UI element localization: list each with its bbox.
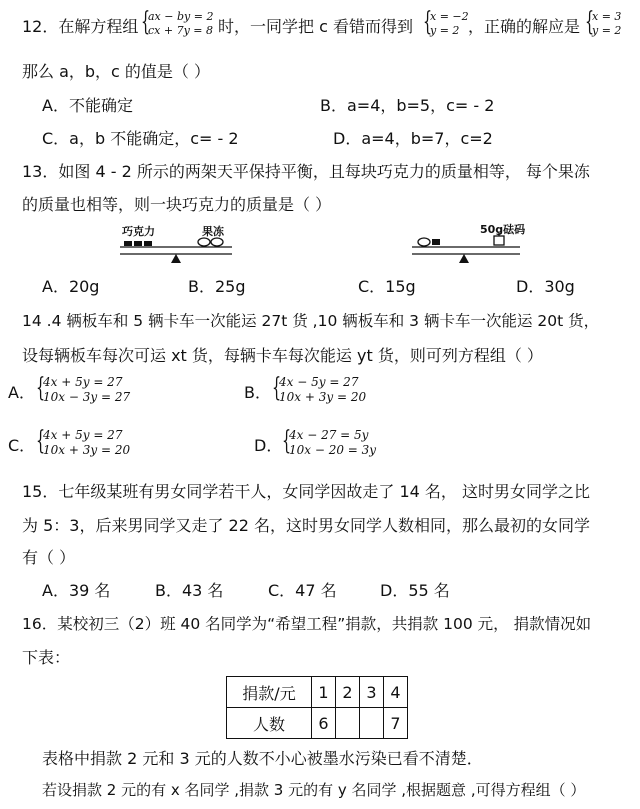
q14-option-c-system: { 4x + 5y = 27 10x + 3y = 20 [36, 426, 131, 457]
table-cell: 7 [384, 708, 408, 739]
table-cell: 人数 [227, 708, 312, 739]
q13-option-a: A．20g [42, 277, 100, 296]
q13-line-2: 的质量也相等，则一块巧克力的质量是（ ） [22, 195, 332, 214]
balance-right-drawing [398, 220, 538, 270]
q12-system-2-eq2: y = 2 [430, 24, 460, 37]
q14-option-b-system: { 4x − 5y = 27 10x + 3y = 20 [272, 373, 367, 404]
q14-line-2: 设每辆板车每次可运 xt 货，每辆卡车每次能运 yt 货，则可列方程组（ ） [22, 346, 543, 365]
q15-line-3: 有（ ） [22, 548, 76, 567]
table-row [227, 708, 408, 739]
q12-option-a: A．不能确定 [42, 96, 133, 115]
q12-option-d: D．a=4，b=7，c=2 [333, 129, 493, 148]
q13-option-c: C．15g [358, 277, 416, 296]
q14-option-c-eq2: 10x + 3y = 20 [43, 443, 131, 457]
balance-figure-right [398, 220, 538, 270]
q15-option-a: A．39 名 [42, 581, 111, 600]
q16-line-3: 表格中捐款 2 元和 3 元的人数不小心被墨水污染已看不清楚． [42, 749, 483, 768]
q14-option-d-eq2: 10x − 20 = 3y [289, 443, 377, 457]
q12-system-3-eq1: x = 3 [592, 10, 622, 23]
table-cell: 3 [360, 677, 384, 708]
q12-system-1: { ax − by = 2 cx + 7y = 8 [141, 7, 214, 37]
q15-line-2: 为 5：3，后来男同学又走了 22 名，这时男女同学人数相同，那么最初的女同学 [22, 516, 590, 535]
chocolate-label: 巧克力 [122, 225, 155, 238]
q14-option-d-system: { 4x − 27 = 5y 10x − 20 = 3y [282, 426, 377, 457]
table-cell: 捐款/元 [227, 677, 312, 708]
balance-left-drawing [112, 220, 252, 270]
q14-option-a-system: { 4x + 5y = 27 10x − 3y = 27 [36, 373, 131, 404]
table-row [227, 677, 408, 708]
q14-option-c-label: C． [8, 436, 36, 455]
q14-option-b-label: B． [244, 383, 271, 402]
q15-line-1: 15．七年级某班有男女同学若干人，女同学因故走了 14 名， 这时男女同学之比 [22, 482, 590, 501]
q13-option-d: D．30g [516, 277, 575, 296]
q15-option-b: B．43 名 [155, 581, 224, 600]
q12-stem-c: ，正确的解应是 [468, 17, 581, 36]
q14-option-a-label: A． [8, 383, 35, 402]
q16-line-2: 下表： [22, 648, 71, 667]
q15-option-c: C．47 名 [268, 581, 337, 600]
q12-system-1-eq1: ax − by = 2 [148, 10, 214, 23]
q13-line-1: 13．如图 4 - 2 所示的两架天平保持平衡，且每块巧克力的质量相等， 每个果冻 [22, 162, 590, 181]
q12-stem-b: 时，一同学把 c 看错而得到 [218, 17, 413, 36]
q12-stem-a: 12．在解方程组 [22, 17, 139, 36]
table-cell: 4 [384, 677, 408, 708]
table-cell [336, 708, 360, 739]
q14-option-b-eq1: 4x − 5y = 27 [279, 375, 359, 389]
table-cell [360, 708, 384, 739]
table-cell: 2 [336, 677, 360, 708]
q14-option-a-eq2: 10x − 3y = 27 [43, 390, 131, 404]
q12-system-2-eq1: x = −2 [430, 10, 469, 23]
q12-option-b: B．a=4，b=5，c= - 2 [320, 96, 495, 115]
q13-option-b: B．25g [188, 277, 246, 296]
table-cell: 1 [312, 677, 336, 708]
q14-option-d-label: D． [254, 436, 283, 455]
q12-system-2: { x = −2 y = 2 [423, 7, 469, 37]
q12-system-3-eq2: y = 2 [592, 24, 622, 37]
q12-system-3: { x = 3 y = 2 [585, 7, 622, 37]
weight-50g-label: 50g砝码 [480, 223, 526, 236]
q12-system-1-eq2: cx + 7y = 8 [148, 24, 213, 37]
q14-option-c-eq1: 4x + 5y = 27 [43, 428, 123, 442]
donation-table [226, 676, 408, 739]
jelly-label: 果冻 [202, 225, 224, 238]
table-cell: 6 [312, 708, 336, 739]
q14-option-d-eq1: 4x − 27 = 5y [289, 428, 369, 442]
q14-option-a-eq1: 4x + 5y = 27 [43, 375, 123, 389]
q12-option-c: C．a，b 不能确定，c= - 2 [42, 129, 239, 148]
q16-line-1: 16．某校初三（2）班 40 名同学为“希望工程”捐款，共捐款 100 元， 捐款情况如 [22, 615, 592, 633]
q12-line-2: 那么 a，b，c 的值是（ ） [22, 62, 211, 81]
q16-line-4: 若设捐款 2 元的有 x 名同学 ,捐款 3 元的有 y 名同学 ,根据题意 ,可得方程组（ ） [42, 781, 586, 799]
q14-line-1: 14 .4 辆板车和 5 辆卡车一次能运 27t 货 ,10 辆板车和 3 辆卡车一次能运 20t 货， [22, 312, 600, 330]
q15-option-d: D．55 名 [380, 581, 450, 600]
q14-option-b-eq2: 10x + 3y = 20 [279, 390, 367, 404]
balance-figure-left [112, 220, 252, 270]
